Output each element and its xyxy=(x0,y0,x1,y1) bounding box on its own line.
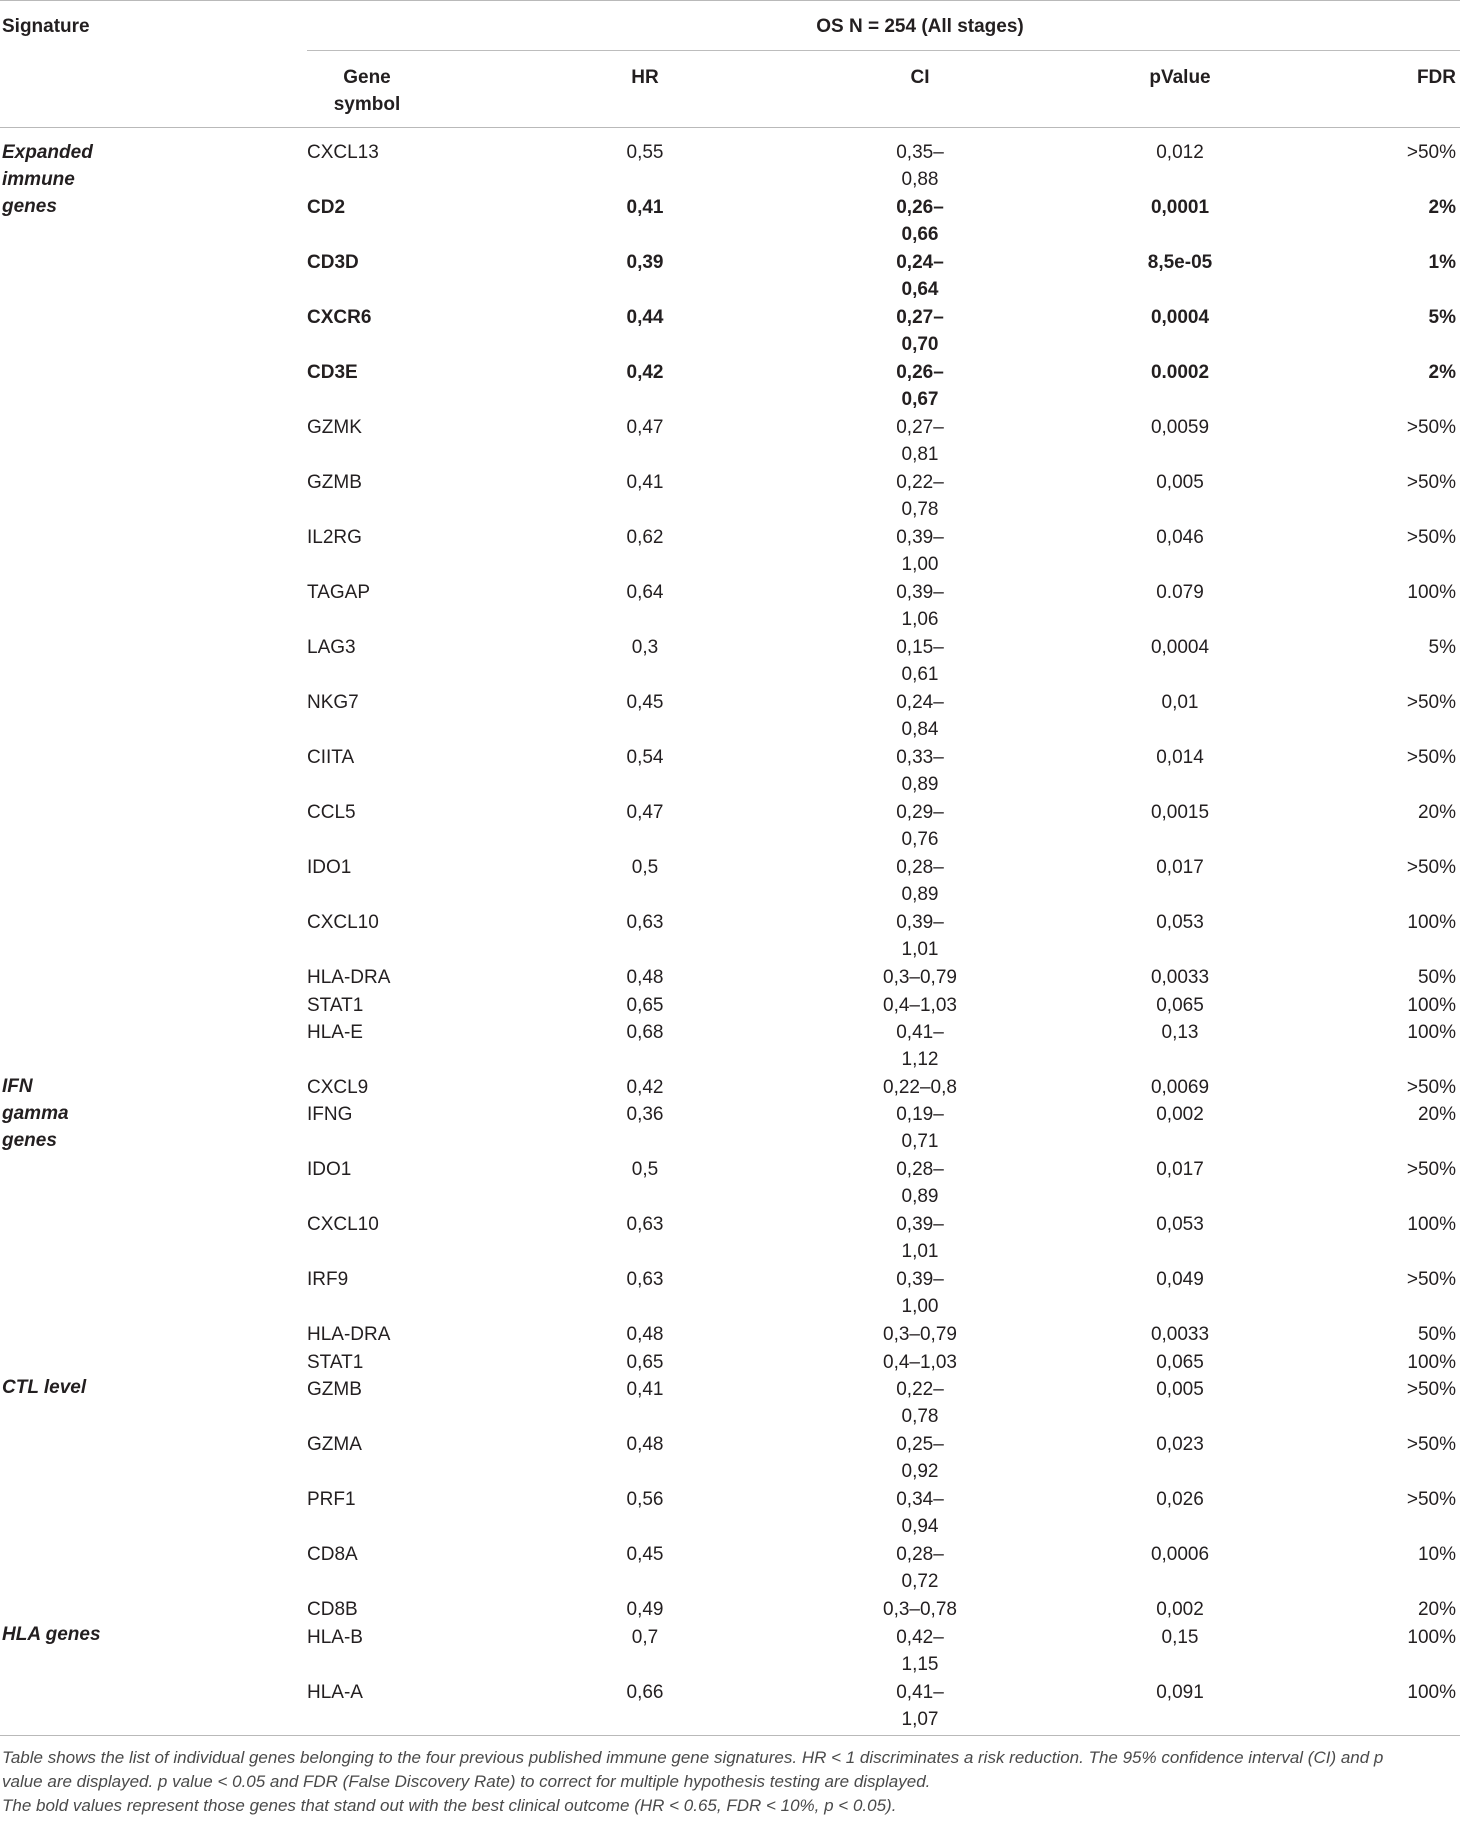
footnote-line: value are displayed. p value < 0.05 and FDR (False Discovery Rate) to correct for multiple hypothesis testing are displayed. xyxy=(2,1772,931,1791)
fdr-value: 100% xyxy=(1407,1682,1456,1703)
gene-symbol: TAGAP xyxy=(307,582,370,603)
p-value: 0.0002 xyxy=(1150,362,1210,383)
gene-symbol: HLA-DRA xyxy=(307,1324,391,1345)
hazard-ratio: 0,54 xyxy=(626,747,664,768)
confidence-interval: 0,28– 0,72 xyxy=(896,1544,944,1592)
fdr-value: >50% xyxy=(1406,1489,1456,1510)
gene-symbol: STAT1 xyxy=(307,1352,364,1373)
hazard-ratio: 0,45 xyxy=(626,692,664,713)
confidence-interval: 0,26– 0,66 xyxy=(896,197,944,245)
gene-symbol: CXCL9 xyxy=(307,1077,369,1098)
confidence-interval: 0,15– 0,61 xyxy=(896,637,944,685)
confidence-interval: 0,28– 0,89 xyxy=(896,857,944,905)
p-value: 0,046 xyxy=(1156,527,1204,548)
hazard-ratio: 0,56 xyxy=(626,1489,664,1510)
gene-symbol: IFNG xyxy=(307,1104,353,1125)
p-value: 0,017 xyxy=(1156,857,1204,878)
fdr-value: >50% xyxy=(1406,527,1456,548)
hazard-ratio: 0,42 xyxy=(626,1077,664,1098)
confidence-interval: 0,19– 0,71 xyxy=(896,1104,944,1152)
gene-symbol: CD2 xyxy=(307,197,346,218)
gene-symbol: HLA-A xyxy=(307,1682,363,1703)
fdr-value: >50% xyxy=(1406,747,1456,768)
gene-symbol: CXCL10 xyxy=(307,912,379,933)
confidence-interval: 0,39– 1,00 xyxy=(896,1269,944,1317)
fdr-value: >50% xyxy=(1406,692,1456,713)
hazard-ratio: 0,66 xyxy=(626,1682,664,1703)
fdr-value: >50% xyxy=(1406,142,1456,163)
fdr-value: >50% xyxy=(1406,1379,1456,1400)
gene-symbol: LAG3 xyxy=(307,637,356,658)
confidence-interval: 0,35– 0,88 xyxy=(896,142,944,190)
fdr-value: >50% xyxy=(1406,472,1456,493)
hazard-ratio: 0,48 xyxy=(626,1434,664,1455)
confidence-interval: 0,39– 1,01 xyxy=(896,912,944,960)
gene-symbol: CD8A xyxy=(307,1544,358,1565)
fdr-value: 20% xyxy=(1417,802,1456,823)
fdr-value: 20% xyxy=(1417,1599,1456,1620)
p-value: 0,0033 xyxy=(1150,967,1210,988)
signature-line: Expanded xyxy=(2,142,93,163)
p-value: 0,0059 xyxy=(1150,417,1210,438)
hazard-ratio: 0,48 xyxy=(626,1324,664,1345)
confidence-interval: 0,25– 0,92 xyxy=(896,1434,944,1482)
p-value: 0,049 xyxy=(1156,1269,1204,1290)
fdr-value: >50% xyxy=(1406,1159,1456,1180)
fdr-value: 100% xyxy=(1407,995,1456,1016)
confidence-interval: 0,27– 0,70 xyxy=(896,307,944,355)
signature-label xyxy=(2,1073,142,1154)
fdr-value: 20% xyxy=(1417,1104,1456,1125)
hazard-ratio: 0,41 xyxy=(626,1379,664,1400)
gene-symbol: GZMB xyxy=(307,1379,362,1400)
hazard-ratio: 0,41 xyxy=(626,197,664,218)
hazard-ratio: 0,65 xyxy=(626,995,664,1016)
hazard-ratio: 0,44 xyxy=(626,307,664,328)
p-value: 0,065 xyxy=(1156,1352,1204,1373)
fdr-value: 5% xyxy=(1428,637,1456,658)
confidence-interval: 0,41– 1,07 xyxy=(896,1682,944,1730)
fdr-value: 5% xyxy=(1428,307,1456,328)
hazard-ratio: 0,55 xyxy=(626,142,664,163)
p-value: 0,15 xyxy=(1161,1627,1199,1648)
gene-symbol: STAT1 xyxy=(307,995,364,1016)
fdr-value: 100% xyxy=(1407,582,1456,603)
confidence-interval: 0,22– 0,78 xyxy=(896,472,944,520)
footnote-line: The bold values represent those genes that stand out with the best clinical outcome (HR < 0.65, FDR < 10%, p < 0.05). xyxy=(2,1796,897,1815)
hazard-ratio: 0,3 xyxy=(631,637,659,658)
confidence-interval: 0,3–0,79 xyxy=(883,1324,957,1345)
confidence-interval: 0,4–1,03 xyxy=(883,1352,957,1373)
gene-symbol: GZMA xyxy=(307,1434,362,1455)
fdr-value: 100% xyxy=(1407,1627,1456,1648)
gene-symbol: CIITA xyxy=(307,747,355,768)
header-fdr: FDR xyxy=(1416,67,1456,88)
fdr-value: 100% xyxy=(1407,1022,1456,1043)
p-value: 0,053 xyxy=(1156,912,1204,933)
p-value: 0,023 xyxy=(1156,1434,1204,1455)
p-value: 0,026 xyxy=(1156,1489,1204,1510)
header-hr: HR xyxy=(631,67,659,88)
hazard-ratio: 0,5 xyxy=(631,857,659,878)
signature-line: HLA genes xyxy=(2,1624,101,1645)
signature-label xyxy=(2,1374,142,1401)
hazard-ratio: 0,48 xyxy=(626,967,664,988)
confidence-interval: 0,24– 0,84 xyxy=(896,692,944,740)
header-bottom-rule xyxy=(0,127,1460,128)
gene-symbol: HLA-DRA xyxy=(307,967,391,988)
confidence-interval: 0,39– 1,01 xyxy=(896,1214,944,1262)
confidence-interval: 0,39– 1,00 xyxy=(896,527,944,575)
p-value: 0,0033 xyxy=(1150,1324,1210,1345)
hazard-ratio: 0,47 xyxy=(626,802,664,823)
p-value: 0,0069 xyxy=(1150,1077,1210,1098)
fdr-value: 2% xyxy=(1428,197,1456,218)
p-value: 0,002 xyxy=(1156,1104,1204,1125)
p-value: 0.079 xyxy=(1156,582,1204,603)
signature-line: genes xyxy=(2,1130,57,1151)
p-value: 0,01 xyxy=(1161,692,1199,713)
gene-symbol: IDO1 xyxy=(307,857,352,878)
fdr-value: 1% xyxy=(1428,252,1456,273)
p-value: 0,0004 xyxy=(1150,637,1210,658)
hazard-ratio: 0,39 xyxy=(626,252,664,273)
p-value: 0,0004 xyxy=(1150,307,1210,328)
confidence-interval: 0,26– 0,67 xyxy=(896,362,944,410)
fdr-value: 2% xyxy=(1428,362,1456,383)
p-value: 0,053 xyxy=(1156,1214,1204,1235)
fdr-value: 100% xyxy=(1407,1352,1456,1373)
gene-symbol: CD3E xyxy=(307,362,358,383)
table-bottom-rule xyxy=(0,1735,1460,1736)
signature-label xyxy=(2,1621,142,1648)
p-value: 0,017 xyxy=(1156,1159,1204,1180)
hazard-ratio: 0,41 xyxy=(626,472,664,493)
confidence-interval: 0,33– 0,89 xyxy=(896,747,944,795)
footnote-line: Table shows the list of individual genes belonging to the four previous published immune gene signatures. HR < 1 discriminates a risk reduction. The 95% confidence interval (CI) and p xyxy=(2,1748,1384,1767)
gene-symbol: IL2RG xyxy=(307,527,362,548)
p-value: 0,0006 xyxy=(1150,1544,1210,1565)
hazard-ratio: 0,68 xyxy=(626,1022,664,1043)
hazard-ratio: 0,64 xyxy=(626,582,664,603)
table-footnote xyxy=(2,1746,1454,1818)
confidence-interval: 0,42– 1,15 xyxy=(896,1627,944,1675)
p-value: 0,091 xyxy=(1156,1682,1204,1703)
hazard-ratio: 0,63 xyxy=(626,1214,664,1235)
fdr-value: >50% xyxy=(1406,1269,1456,1290)
header-ci: CI xyxy=(910,67,930,88)
gene-symbol: PRF1 xyxy=(307,1489,356,1510)
fdr-value: >50% xyxy=(1406,857,1456,878)
hazard-ratio: 0,7 xyxy=(631,1627,659,1648)
fdr-value: 10% xyxy=(1417,1544,1456,1565)
p-value: 0,005 xyxy=(1156,472,1204,493)
fdr-value: >50% xyxy=(1406,417,1456,438)
table-top-rule xyxy=(0,0,1460,1)
confidence-interval: 0,34– 0,94 xyxy=(896,1489,944,1537)
header-gene-line2: symbol xyxy=(333,94,401,115)
fdr-value: 100% xyxy=(1407,1214,1456,1235)
confidence-interval: 0,3–0,78 xyxy=(883,1599,957,1620)
hazard-ratio: 0,47 xyxy=(626,417,664,438)
fdr-value: >50% xyxy=(1406,1077,1456,1098)
hazard-ratio: 0,5 xyxy=(631,1159,659,1180)
signature-line: genes xyxy=(2,196,57,217)
confidence-interval: 0,22– 0,78 xyxy=(896,1379,944,1427)
header-group-title: OS N = 254 (All stages) xyxy=(816,16,1024,37)
p-value: 0,012 xyxy=(1156,142,1204,163)
hazard-ratio: 0,42 xyxy=(626,362,664,383)
header-gene-symbol xyxy=(307,64,427,118)
p-value: 0,13 xyxy=(1161,1022,1199,1043)
p-value: 0,014 xyxy=(1156,747,1204,768)
header-signature: Signature xyxy=(2,16,90,37)
confidence-interval: 0,29– 0,76 xyxy=(896,802,944,850)
hazard-ratio: 0,49 xyxy=(626,1599,664,1620)
confidence-interval: 0,27– 0,81 xyxy=(896,417,944,465)
gene-symbol: GZMK xyxy=(307,417,362,438)
header-pvalue: pValue xyxy=(1149,67,1211,88)
confidence-interval: 0,22–0,8 xyxy=(883,1077,957,1098)
fdr-value: 50% xyxy=(1417,1324,1456,1345)
gene-symbol: CCL5 xyxy=(307,802,356,823)
hazard-ratio: 0,36 xyxy=(626,1104,664,1125)
hazard-ratio: 0,63 xyxy=(626,1269,664,1290)
gene-symbol: IRF9 xyxy=(307,1269,349,1290)
p-value: 0,0015 xyxy=(1150,802,1210,823)
p-value: 0,065 xyxy=(1156,995,1204,1016)
confidence-interval: 0,41– 1,12 xyxy=(896,1022,944,1070)
hazard-ratio: 0,63 xyxy=(626,912,664,933)
confidence-interval: 0,24– 0,64 xyxy=(896,252,944,300)
gene-symbol: HLA-E xyxy=(307,1022,363,1043)
signature-line: gamma xyxy=(2,1103,69,1124)
gene-symbol: CXCR6 xyxy=(307,307,372,328)
p-value: 0,002 xyxy=(1156,1599,1204,1620)
p-value: 0,005 xyxy=(1156,1379,1204,1400)
p-value: 0,0001 xyxy=(1150,197,1210,218)
fdr-value: 100% xyxy=(1407,912,1456,933)
gene-symbol: GZMB xyxy=(307,472,362,493)
header-gene-line1: Gene xyxy=(343,67,391,88)
hazard-ratio: 0,65 xyxy=(626,1352,664,1373)
confidence-interval: 0,39– 1,06 xyxy=(896,582,944,630)
gene-symbol: CD3D xyxy=(307,252,359,273)
p-value: 8,5e-05 xyxy=(1147,252,1213,273)
confidence-interval: 0,3–0,79 xyxy=(883,967,957,988)
gene-symbol: NKG7 xyxy=(307,692,359,713)
signature-label xyxy=(2,139,142,220)
hazard-ratio: 0,62 xyxy=(626,527,664,548)
hazard-ratio: 0,45 xyxy=(626,1544,664,1565)
signature-line: immune xyxy=(2,169,75,190)
gene-symbol: CD8B xyxy=(307,1599,358,1620)
gene-symbol: CXCL13 xyxy=(307,142,379,163)
signature-line: CTL level xyxy=(2,1377,87,1398)
gene-symbol: IDO1 xyxy=(307,1159,352,1180)
confidence-interval: 0,28– 0,89 xyxy=(896,1159,944,1207)
header-group-rule xyxy=(307,50,1460,51)
fdr-value: 50% xyxy=(1417,967,1456,988)
confidence-interval: 0,4–1,03 xyxy=(883,995,957,1016)
gene-symbol: HLA-B xyxy=(307,1627,363,1648)
gene-symbol: CXCL10 xyxy=(307,1214,379,1235)
fdr-value: >50% xyxy=(1406,1434,1456,1455)
signature-line: IFN xyxy=(2,1076,33,1097)
